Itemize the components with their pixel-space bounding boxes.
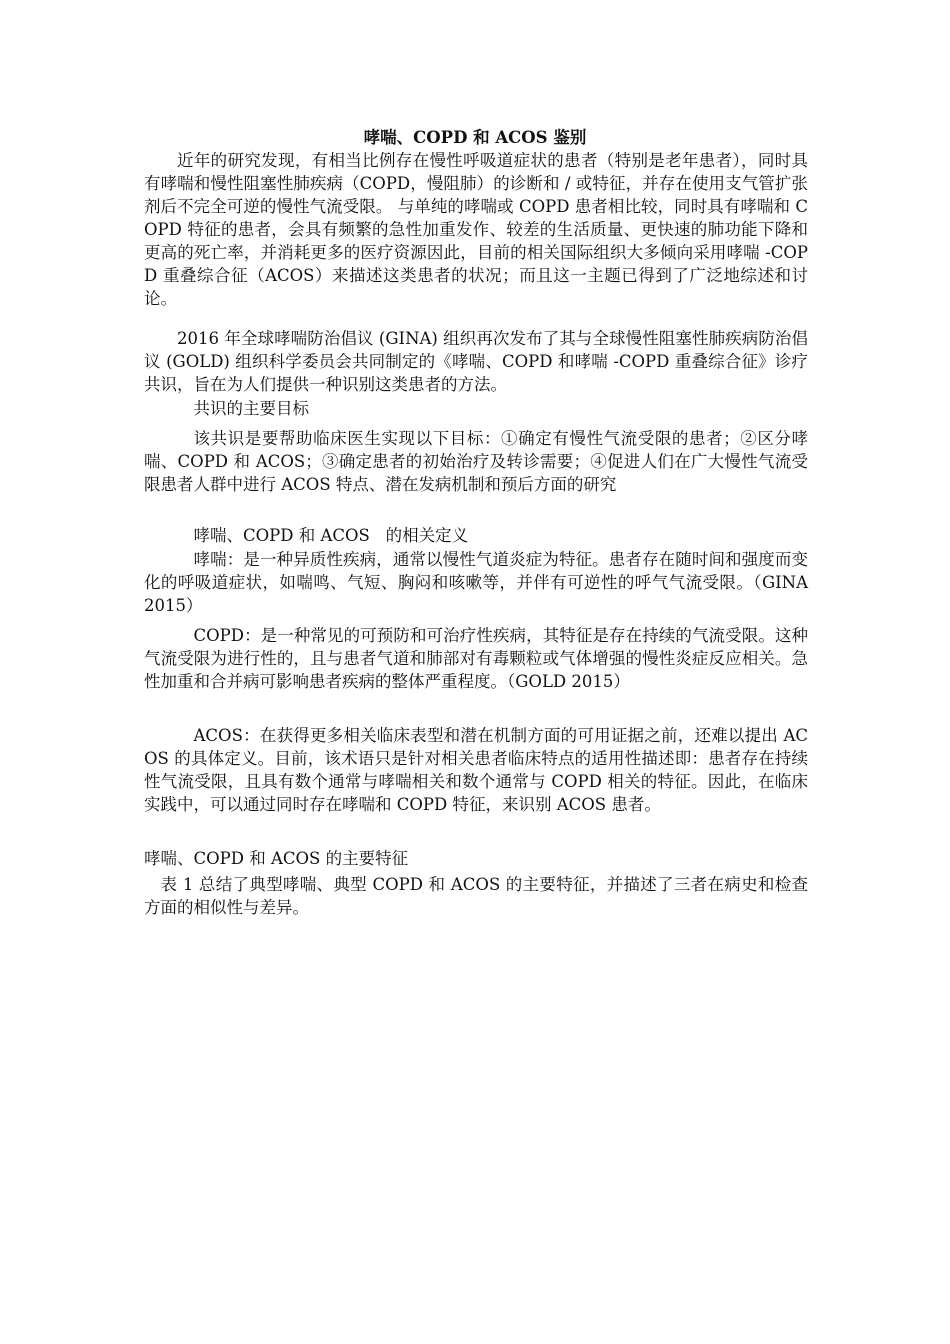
document-title: 哮喘、COPD 和 ACOS 鉴别	[363, 128, 587, 147]
goals-heading: 共识的主要目标	[193, 399, 309, 418]
acos-definition: ACOS：在获得更多相关临床表型和潜在机制方面的可用证据之前，还难以提出 ACOS 的具体定义。目前，该术语只是针对相关患者临床特点的适用性描述即：患者存在持续性气流受限，且具有数个通常与哮喘相关和数个通常与 COPD 相关的特征。因此，在临床实践中，可以通过同时存在哮喘和 COPD 特征，来识别 ACOS 患者。	[144, 726, 808, 814]
copd-definition: COPD：是一种常见的可预防和可治疗性疾病，其特征是存在持续的气流受限。这种气流受限为进行性的，且与患者气道和肺部对有毒颗粒或气体增强的慢性炎症反应相关。急性加重和合并病可影响患者疾病的整体严重程度。（GOLD 2015）	[144, 626, 808, 691]
goals-paragraph: 该共识是要帮助临床医生实现以下目标：①确定有慢性气流受限的患者；②区分哮喘、COPD 和 ACOS；③确定患者的初始治疗及转诊需要；④促进人们在广大慢性气流受限患者人群中进行 ACOS 特点、潜在发病机制和预后方面的研究	[144, 429, 808, 494]
intro-paragraph: 近年的研究发现，有相当比例存在慢性呼吸道症状的患者（特别是老年患者），同时具有哮喘和慢性阻塞性肺疾病（COPD，慢阻肺）的诊断和 / 或特征，并存在使用支气管扩张剂后不完全可逆的慢性气流受限。 与单纯的哮喘或 COPD 患者相比较，同时具有哮喘和 COPD 特征的患者，会具有频繁的急性加重发作、较差的生活质量、更快速的肺功能下降和更高的死亡率，并消耗更多的医疗资源因此，目前的相关国际组织大多倾向采用哮喘 -COPD 重叠综合征（ACOS）来描述这类患者的状况；而且这一主题已得到了广泛地综述和讨论。	[144, 151, 808, 308]
asthma-definition: 哮喘：是一种异质性疾病，通常以慢性气道炎症为特征。患者存在随时间和强度而变化的呼吸道症状，如喘鸣、气短、胸闷和咳嗽等，并伴有可逆性的呼气气流受限。（GINA 2015）	[144, 550, 814, 615]
features-heading: 哮喘、COPD 和 ACOS 的主要特征	[144, 849, 409, 868]
definitions-heading: 哮喘、COPD 和 ACOS 的相关定义	[193, 526, 469, 545]
gina-paragraph: 2016 年全球哮喘防治倡议 (GINA) 组织再次发布了其与全球慢性阻塞性肺疾病防治倡议 (GOLD) 组织科学委员会共同制定的《哮喘、COPD 和哮喘 -COPD 重叠综合征》诊疗共识，旨在为人们提供一种识别这类患者的方法。	[144, 329, 808, 394]
features-paragraph: 表 1 总结了典型哮喘、典型 COPD 和 ACOS 的主要特征，并描述了三者在病史和检查方面的相似性与差异。	[144, 875, 808, 917]
